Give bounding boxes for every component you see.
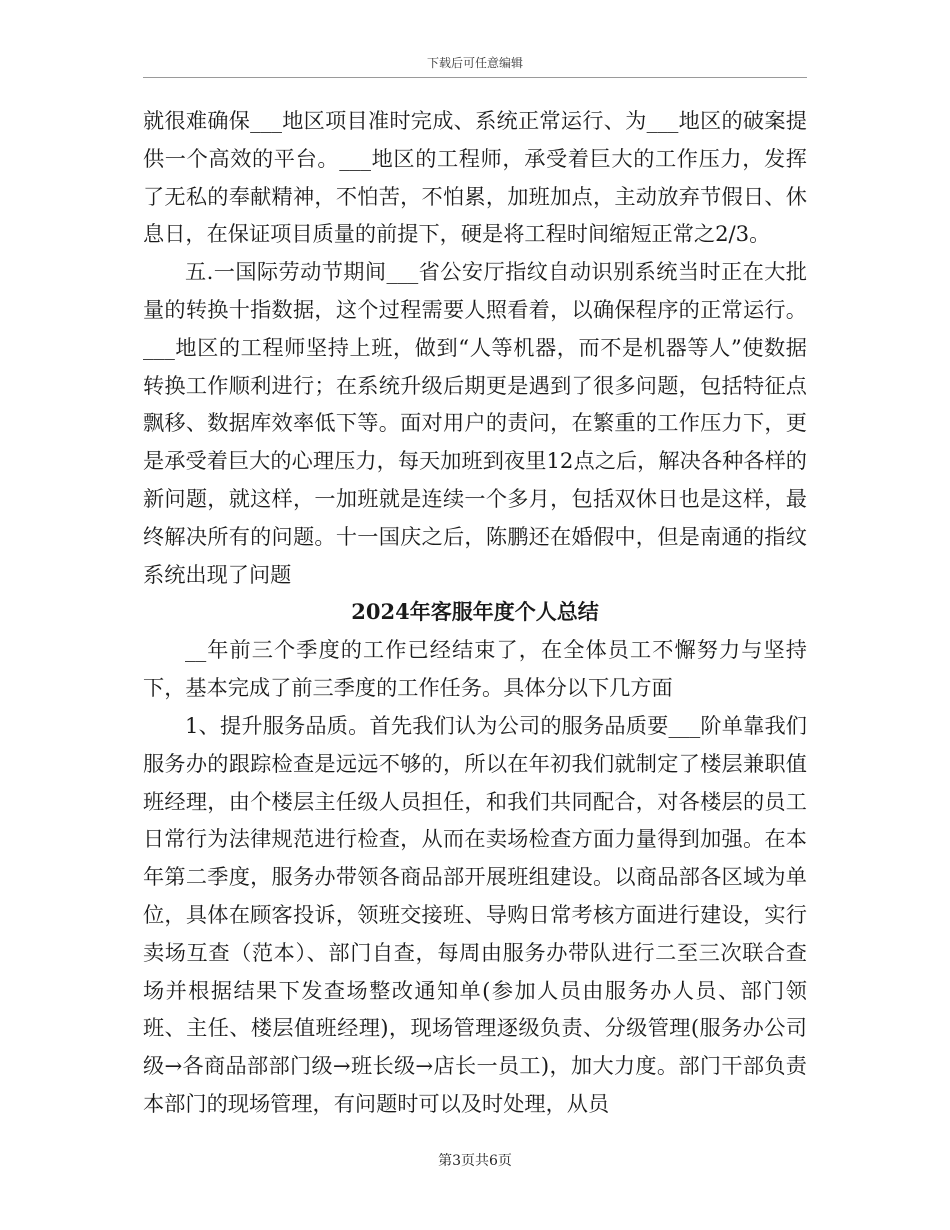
page-footer: 第3页共6页 (438, 1153, 512, 1169)
paragraph-labor-day: 五.一国际劳动节期间___省公安厅指纹自动识别系统当时正在大批量的转换十指数据，这个过程需要人照看着，以确保程序的正常运行。___地区的工程师坚持上班，做到“人等机器，而不是机器等人”使数据转换工作顺利进行；在系统升级后期更是遇到了很多问题，包括特征点飘移、数据库效率低下等。面对用户的责问，在繁重的工作压力下，更是承受着巨大的心理压力，每天加班到夜里12点之后，解决各种各样的新问题，就这样，一加班就是连续一个多月，包括双休日也是这样，最终解决所有的问题。十一国庆之后，陈鹏还在婚假中，但是南通的指纹系统出现了问题 (143, 259, 807, 587)
header-divider (143, 77, 807, 78)
paragraph-continued: 就很难确保___地区项目准时完成、系统正常运行、为___地区的破案提供一个高效的平台。___地区的工程师，承受着巨大的工作压力，发挥了无私的奉献精神，不怕苦，不怕累，加班加点，主动放弃节假日、休息日，在保证项目质量的前提下，硬是将工程时间缩短正常之2/3。 (143, 108, 807, 247)
paragraph-intro: __年前三个季度的工作已经结束了，在全体员工不懈努力与坚持下，基本完成了前三季度的工作任务。具体分以下几方面 (143, 637, 807, 701)
page-header: 下载后可任意编辑 (426, 56, 523, 70)
paragraph-service-quality: 1、提升服务品质。首先我们认为公司的服务品质要___阶单靠我们服务办的跟踪检查是远远不够的，所以在年初我们就制定了楼层兼职值班经理，由个楼层主任级人员担任，和我们共同配合，对各楼层的员工日常行为法律规范进行检查，从而在卖场检查方面力量得到加强。在本年第二季度，服务办带领各商品部开展班组建设。以商品部各区域为单位，具体在顾客投诉，领班交接班、导购日常考核方面进行建设，实行卖场互查（范本）、部门自查，每周由服务办带队进行二至三次联合查场并根据结果下发查场整改通知单(参加人员由服务办人员、部门领班、主任、楼层值班经理)，现场管理逐级负责、分级管理(服务办公司级→各商品部部门级→班长级→店长一员工)，加大力度。部门干部负责本部门的现场管理，有问题时可以及时处理，从员 (143, 712, 807, 1116)
document-body (143, 102, 807, 1123)
section-heading: 2024年客服年度个人总结 (351, 599, 599, 625)
